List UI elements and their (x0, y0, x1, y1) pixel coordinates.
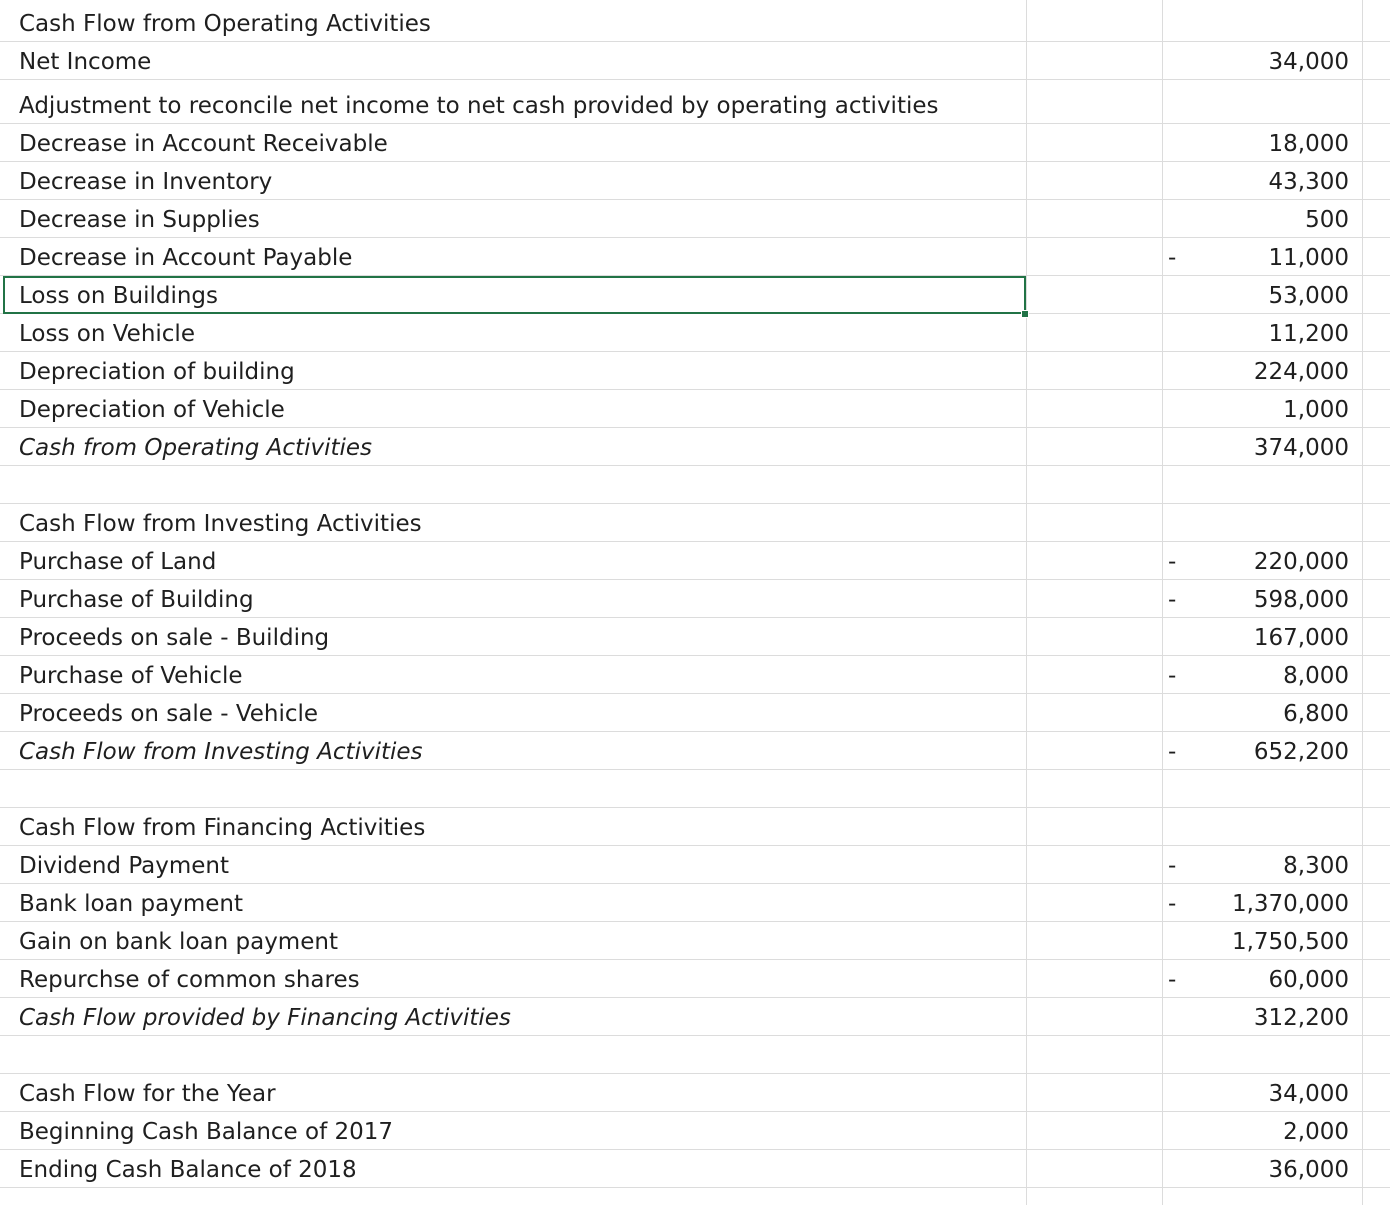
table-row[interactable] (0, 428, 1390, 466)
row-label: Cash Flow from Operating Activities (19, 11, 431, 37)
row-label: Cash Flow from Financing Activities (19, 815, 426, 841)
row-amount: 1,000 (1283, 397, 1349, 423)
row-label: Repurchse of common shares (19, 967, 360, 993)
row-label: Purchase of Vehicle (19, 663, 243, 689)
row-label: Net Income (19, 49, 152, 75)
table-row[interactable] (0, 1150, 1390, 1188)
table-row[interactable] (0, 0, 1390, 42)
row-amount: 2,000 (1283, 1119, 1349, 1145)
table-row[interactable] (0, 124, 1390, 162)
table-row[interactable] (0, 580, 1390, 618)
table-row[interactable] (0, 80, 1390, 124)
table-row[interactable] (0, 466, 1390, 504)
table-row[interactable] (0, 618, 1390, 656)
row-amount: 11,200 (1268, 321, 1349, 347)
fill-handle[interactable] (1021, 310, 1029, 318)
table-row[interactable] (0, 542, 1390, 580)
row-label: Bank loan payment (19, 891, 243, 917)
table-row[interactable] (0, 770, 1390, 808)
row-amount: 6,800 (1283, 701, 1349, 727)
table-row[interactable] (0, 1074, 1390, 1112)
row-label: Proceeds on sale - Building (19, 625, 330, 651)
table-row[interactable] (0, 808, 1390, 846)
row-label: Decrease in Inventory (19, 169, 273, 195)
table-row[interactable] (0, 352, 1390, 390)
negative-sign: - (1168, 967, 1177, 993)
row-label: Cash Flow provided by Financing Activities (19, 1005, 511, 1031)
negative-sign: - (1168, 739, 1177, 765)
table-row[interactable] (0, 162, 1390, 200)
row-amount: 220,000 (1253, 549, 1349, 575)
negative-sign: - (1168, 245, 1177, 271)
table-row[interactable] (0, 200, 1390, 238)
row-amount: 224,000 (1253, 359, 1349, 385)
negative-sign: - (1168, 663, 1177, 689)
negative-sign: - (1168, 549, 1177, 575)
row-label: Purchase of Building (19, 587, 254, 613)
row-label: Ending Cash Balance of 2018 (19, 1157, 357, 1183)
row-label: Purchase of Land (19, 549, 217, 575)
row-amount: 34,000 (1268, 1081, 1349, 1107)
negative-sign: - (1168, 891, 1177, 917)
row-label: Cash Flow for the Year (19, 1081, 276, 1107)
row-label: Adjustment to reconcile net income to net cash provided by operating activities (19, 93, 939, 119)
table-row[interactable] (0, 238, 1390, 276)
row-label: Decrease in Account Payable (19, 245, 353, 271)
table-row[interactable] (0, 960, 1390, 998)
row-label: Cash Flow from Investing Activities (19, 739, 423, 765)
table-row[interactable] (0, 922, 1390, 960)
row-amount: 167,000 (1253, 625, 1349, 651)
row-amount: 60,000 (1268, 967, 1349, 993)
table-row[interactable] (0, 390, 1390, 428)
table-row[interactable] (0, 732, 1390, 770)
row-amount: 18,000 (1268, 131, 1349, 157)
row-label: Depreciation of Vehicle (19, 397, 285, 423)
row-amount: 11,000 (1268, 245, 1349, 271)
row-amount: 8,000 (1283, 663, 1349, 689)
table-row[interactable] (0, 314, 1390, 352)
table-row[interactable] (0, 1112, 1390, 1150)
row-amount: 312,200 (1253, 1005, 1349, 1031)
row-amount: 652,200 (1253, 739, 1349, 765)
row-amount: 34,000 (1268, 49, 1349, 75)
row-amount: 1,750,500 (1231, 929, 1349, 955)
table-row[interactable] (0, 42, 1390, 80)
row-amount: 8,300 (1283, 853, 1349, 879)
row-label: Cash Flow from Investing Activities (19, 511, 422, 537)
table-row[interactable] (0, 1036, 1390, 1074)
selected-cell[interactable] (3, 276, 1026, 314)
row-label: Decrease in Account Receivable (19, 131, 388, 157)
row-amount: 43,300 (1268, 169, 1349, 195)
row-amount: 53,000 (1268, 283, 1349, 309)
row-label: Proceeds on sale - Vehicle (19, 701, 319, 727)
table-row[interactable] (0, 884, 1390, 922)
table-row[interactable] (0, 998, 1390, 1036)
row-label: Depreciation of building (19, 359, 295, 385)
row-label: Cash from Operating Activities (19, 435, 372, 461)
negative-sign: - (1168, 587, 1177, 613)
table-row[interactable] (0, 846, 1390, 884)
row-label: Dividend Payment (19, 853, 230, 879)
row-amount: 1,370,000 (1231, 891, 1349, 917)
row-label: Decrease in Supplies (19, 207, 260, 233)
row-label: Loss on Vehicle (19, 321, 195, 347)
negative-sign: - (1168, 853, 1177, 879)
table-row[interactable] (0, 694, 1390, 732)
row-label: Beginning Cash Balance of 2017 (19, 1119, 394, 1145)
row-label: Loss on Buildings (19, 283, 219, 309)
table-row[interactable] (0, 504, 1390, 542)
row-label: Gain on bank loan payment (19, 929, 338, 955)
row-amount: 500 (1305, 207, 1349, 233)
row-amount: 36,000 (1268, 1157, 1349, 1183)
table-row[interactable] (0, 656, 1390, 694)
row-amount: 598,000 (1253, 587, 1349, 613)
row-amount: 374,000 (1253, 435, 1349, 461)
